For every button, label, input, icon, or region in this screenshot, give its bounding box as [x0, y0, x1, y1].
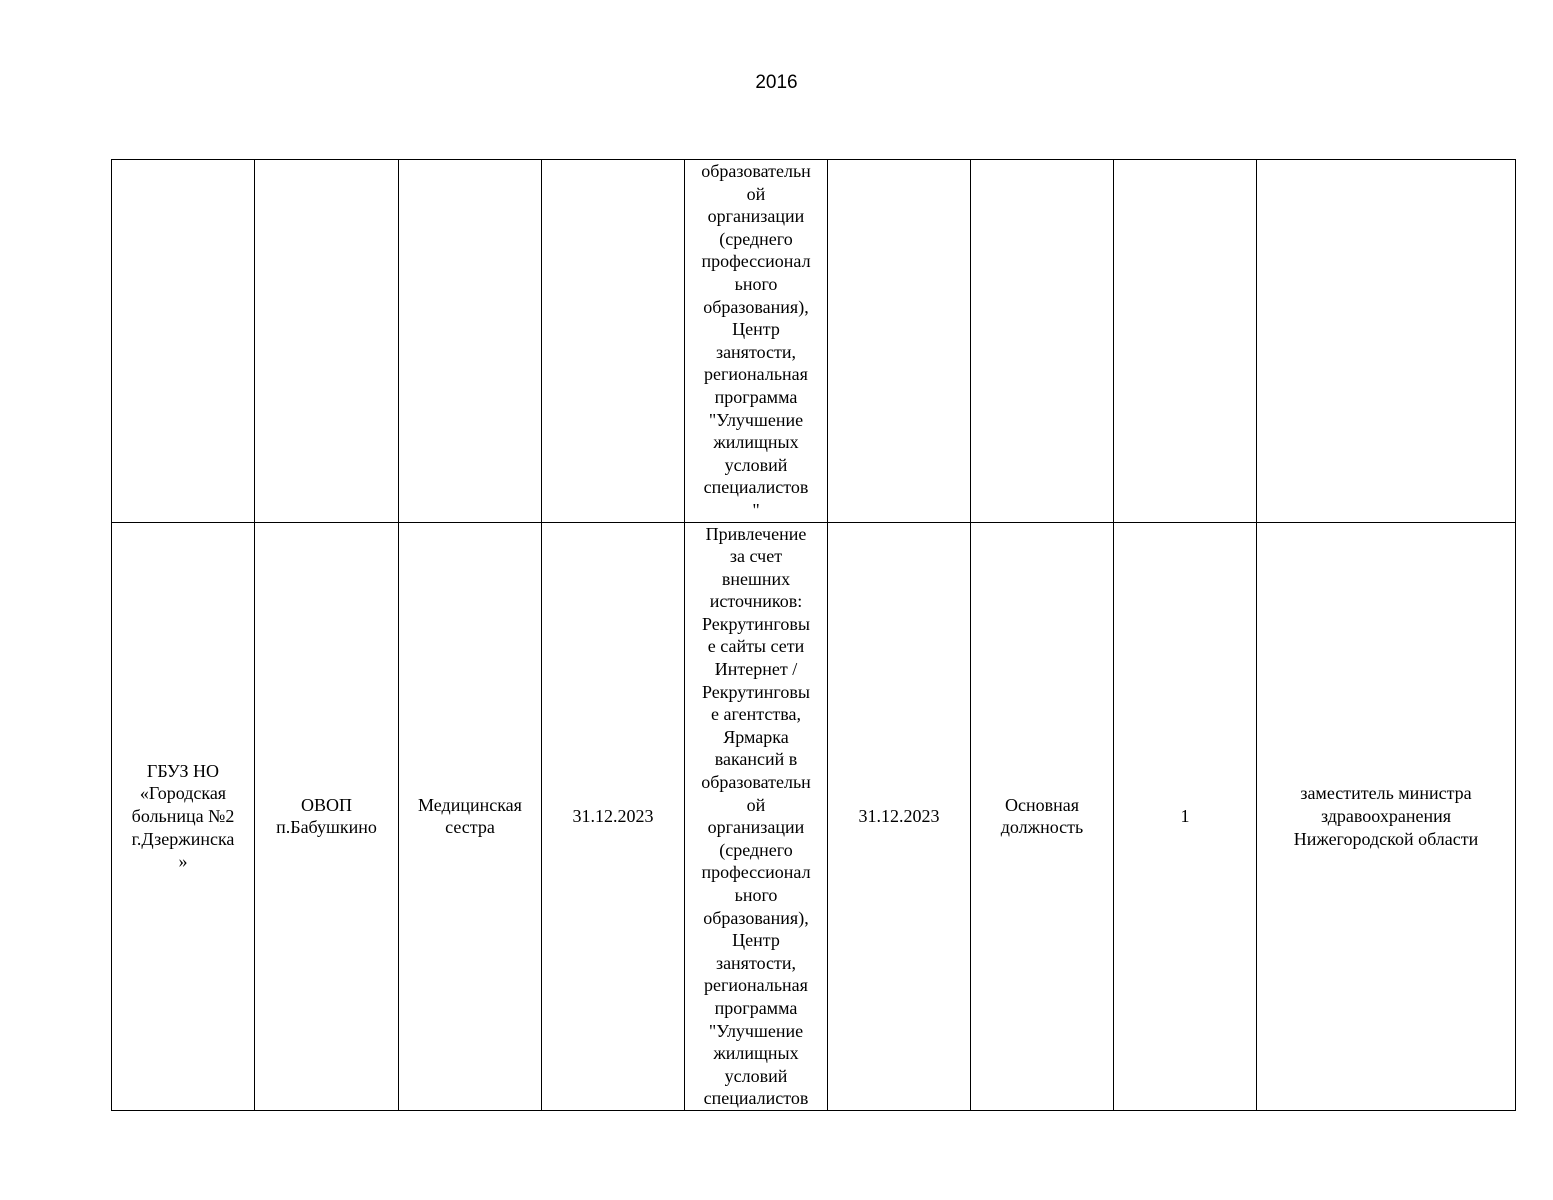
cell-text-line: Нижегородской области	[1293, 828, 1479, 849]
responsible-cell	[1257, 160, 1516, 523]
department-cell	[255, 522, 399, 1110]
count-cell	[1114, 522, 1257, 1110]
cell-text-line: специалистов	[703, 1088, 809, 1109]
page-number: 2016	[755, 72, 798, 93]
cell-text-line: больница №2	[131, 805, 235, 826]
table-body	[112, 160, 1516, 1111]
cell-text-line: региональная	[704, 975, 808, 996]
table-row	[112, 522, 1516, 1110]
cell-text-line: сестра	[445, 817, 495, 838]
cell-text-line: 1	[1180, 805, 1190, 826]
cell-text-line: жилищных	[713, 432, 799, 453]
cell-text-line: 31.12.2023	[858, 805, 940, 826]
table-row	[112, 160, 1516, 523]
position-cell	[399, 522, 542, 1110]
cell-text-line: занятости,	[715, 952, 797, 973]
cell-text-line: заместитель министра	[1300, 783, 1472, 804]
cell-text-line: Интернет /	[714, 659, 798, 680]
date-cell	[542, 522, 685, 1110]
cell-text-line: Ярмарка	[723, 726, 789, 747]
cell-text-line: внешних	[721, 568, 791, 589]
cell-text-line: региональная	[704, 364, 808, 385]
cell-text-line: Привлечение	[705, 523, 807, 544]
cell-text-line: «Городская	[139, 783, 227, 804]
cell-text-line: г.Дзержинска	[131, 828, 235, 849]
recruitment-method-cell	[685, 522, 828, 1110]
cell-text-line: образовательн	[701, 161, 811, 181]
responsible-cell	[1257, 522, 1516, 1110]
cell-text-line: ьного	[734, 273, 778, 294]
cell-text-line: п.Бабушкино	[276, 817, 377, 838]
cell-text-line: вакансий в	[714, 749, 798, 770]
cell-text-line: жилищных	[713, 1043, 799, 1064]
cell-text-line: Основная	[1004, 794, 1080, 815]
cell-text-line: Рекрутинговы	[702, 613, 810, 634]
cell-text-line: программа	[714, 997, 798, 1018]
cell-text-line: е сайты сети	[707, 636, 805, 657]
employment-type-cell	[971, 522, 1114, 1110]
position-cell	[399, 160, 542, 523]
cell-text-line: организации	[707, 206, 805, 227]
cell-text-line: организации	[707, 817, 805, 838]
department-cell	[255, 160, 399, 523]
cell-text-line: источников:	[709, 591, 803, 612]
cell-text-line: Центр	[732, 930, 780, 951]
cell-text-line: е агентства,	[711, 704, 801, 725]
organization-cell	[112, 160, 255, 523]
cell-text-line: профессионал	[701, 862, 811, 883]
cell-text-line: ой	[746, 183, 766, 204]
cell-text-line: (среднего	[719, 839, 793, 860]
cell-text-line: 31.12.2023	[572, 805, 654, 826]
cell-text-line: специалистов	[703, 477, 809, 498]
cell-text-line: "Улучшение	[708, 409, 804, 430]
cell-text-line: (среднего	[719, 228, 793, 249]
cell-text-line: за счет	[729, 546, 783, 567]
employment-type-cell	[971, 160, 1114, 523]
cell-text-line: профессионал	[701, 251, 811, 272]
cell-text-line: ой	[746, 794, 766, 815]
recruitment-method-cell	[685, 160, 828, 523]
cell-text-line: Рекрутинговы	[702, 681, 810, 702]
cell-text-line: "	[752, 499, 760, 520]
document-table	[111, 159, 1516, 1111]
cell-text-line: образования),	[703, 907, 809, 928]
cell-text-line: должность	[1000, 817, 1084, 838]
cell-text-line: »	[178, 851, 188, 872]
count-cell	[1114, 160, 1257, 523]
deadline-cell	[828, 160, 971, 523]
cell-text-line: ГБУЗ НО	[146, 760, 220, 781]
cell-text-line: ьного	[734, 885, 778, 905]
cell-text-line: программа	[714, 386, 798, 407]
cell-text-line: занятости,	[715, 341, 797, 362]
cell-text-line: "Улучшение	[708, 1020, 804, 1041]
deadline-cell	[828, 522, 971, 1110]
cell-text-line: Медицинская	[418, 794, 522, 815]
cell-text-line: условий	[724, 454, 788, 475]
cell-text-line: условий	[724, 1065, 788, 1086]
cell-text-line: Центр	[732, 319, 780, 340]
cell-text-line: образования),	[703, 296, 809, 317]
organization-cell	[112, 522, 255, 1110]
date-cell	[542, 160, 685, 523]
cell-text-line: образовательн	[701, 772, 811, 793]
cell-text-line: здравоохранения	[1320, 805, 1452, 826]
cell-text-line: ОВОП	[300, 794, 352, 815]
